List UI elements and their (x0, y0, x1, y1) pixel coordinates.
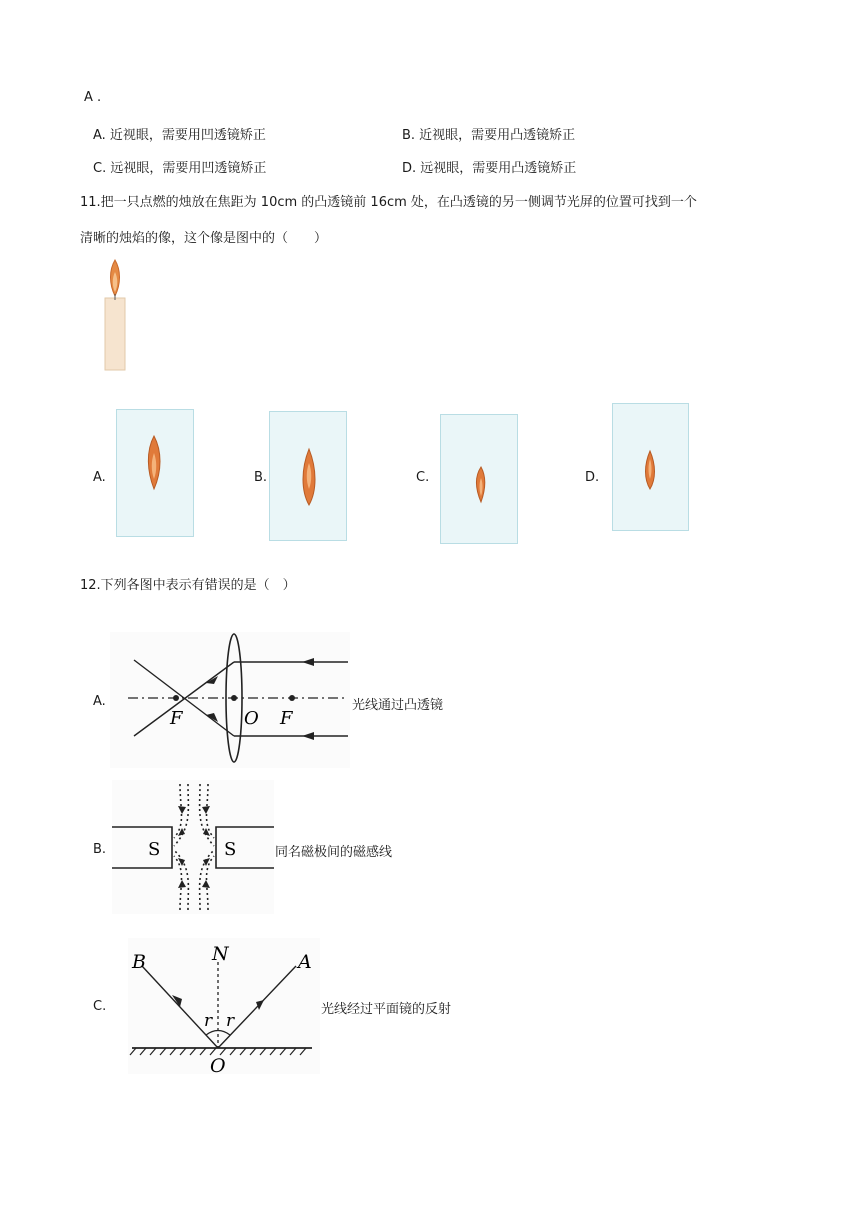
q11-stem-line1: 11.把一只点燃的烛放在焦距为 10cm 的凸透镜前 16cm 处，在凸透镜的另一侧调节光屏的位置可找到一个 (80, 195, 697, 210)
q12-stem: 12.下列各图中表示有错误的是（ ） (80, 578, 296, 593)
q11-option-d-image (612, 403, 689, 531)
q12-option-a-label: A. (93, 694, 106, 709)
point-a-label: A (298, 951, 312, 973)
angle-r-left-label: r (204, 1011, 213, 1031)
q11-option-c-image (440, 414, 518, 544)
point-b-label: B (132, 951, 146, 973)
q12-option-b-caption: 同名磁极间的磁感线 (275, 845, 393, 860)
pole-left-label: S (148, 839, 161, 860)
q12-option-b-label: B. (93, 842, 107, 857)
q11-option-c-label: C. (416, 470, 430, 485)
plane-mirror-diagram (128, 938, 320, 1074)
focus-right-label: F (280, 708, 293, 729)
pole-right-label: S (224, 839, 237, 860)
candle-image (100, 258, 130, 374)
magnetic-field-diagram (112, 780, 274, 914)
q11-stem-line2: 清晰的烛焰的像，这个像是图中的（ ） (80, 231, 328, 246)
q11-option-b-image (269, 411, 347, 541)
q12-option-c-caption: 光线经过平面镜的反射 (321, 1002, 452, 1017)
point-o-label: O (210, 1055, 226, 1074)
q10-option-b: B. 近视眼，需要用凸透镜矫正 (402, 128, 576, 143)
q11-option-a-image (116, 409, 194, 537)
q11-option-b-label: B. (254, 470, 268, 485)
normal-n-label: N (212, 943, 229, 965)
q12-option-c-label: C. (93, 999, 107, 1014)
angle-r-right-label: r (226, 1011, 235, 1031)
optical-center-label: O (244, 708, 259, 729)
q11-option-d-label: D. (585, 470, 600, 485)
q10-lead: A . (84, 90, 102, 105)
q10-option-d: D. 远视眼，需要用凸透镜矫正 (402, 161, 577, 176)
q10-option-a: A. 近视眼，需要用凹透镜矫正 (93, 128, 266, 143)
convex-lens-diagram (110, 632, 350, 768)
q10-option-c: C. 远视眼，需要用凹透镜矫正 (93, 161, 267, 176)
q12-option-a-caption: 光线通过凸透镜 (352, 698, 444, 713)
focus-left-label: F (170, 708, 183, 729)
q11-option-a-label: A. (93, 470, 106, 485)
